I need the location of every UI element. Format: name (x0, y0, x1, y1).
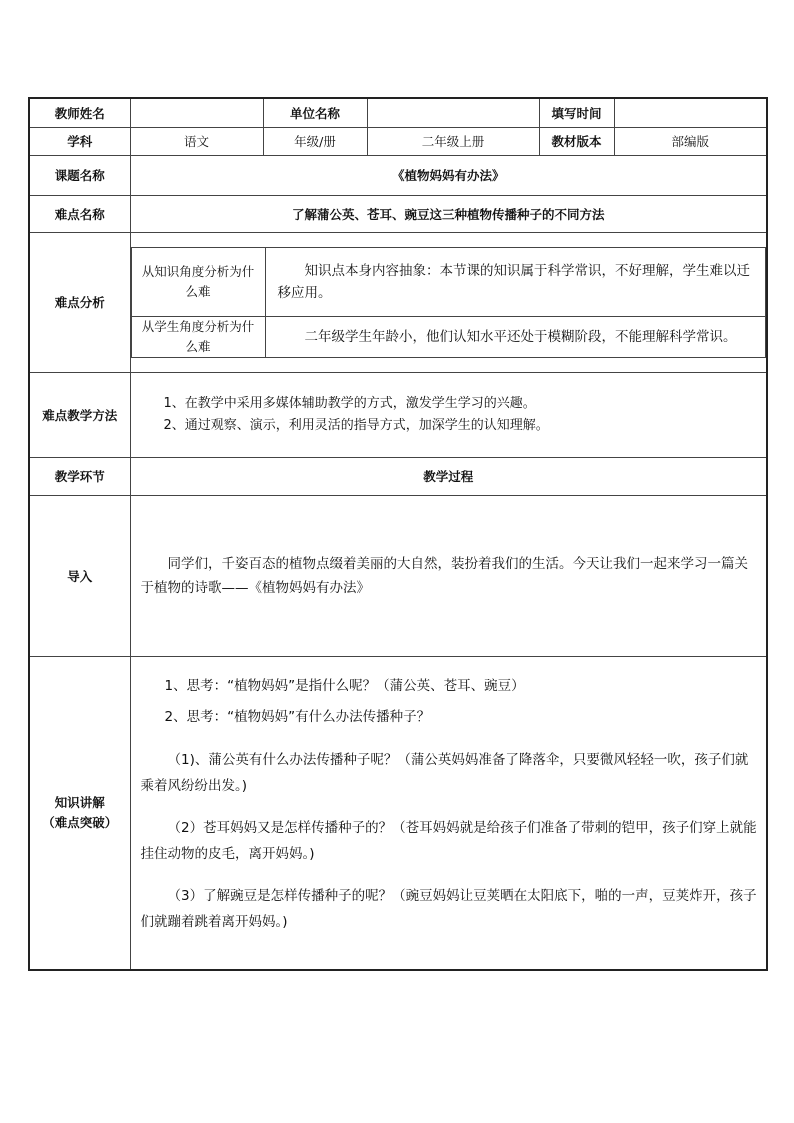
lesson-title-label: 课题名称 (29, 155, 130, 195)
difficulty-name-value: 了解蒲公英、苍耳、豌豆这三种植物传播种子的不同方法 (130, 195, 767, 232)
subject-value: 语文 (130, 127, 263, 155)
knowledge-label: 知识讲解 (54, 794, 105, 810)
subject-label: 学科 (29, 127, 130, 155)
lesson-plan-table (28, 97, 768, 971)
method-row (29, 372, 767, 457)
knowledge-cell (130, 656, 767, 970)
sub-question-3: （3）了解豌豆是怎样传播种子的呢？（豌豆妈妈让豆荚晒在太阳底下，啪的一声，豆荚炸开，孩子们就蹦着跳着离开妈妈。) (140, 887, 757, 930)
student-angle-text: 二年级学生年龄小，他们认知水平还处于模糊阶段，不能理解科学常识。 (265, 316, 766, 357)
knowledge-sublabel: （难点突破） (42, 814, 118, 830)
intro-text: 同学们，千姿百态的植物点缀着美丽的大自然，装扮着我们的生活。今天让我们一起来学习一篇关于植物的诗歌——《植物妈妈有办法》 (140, 555, 748, 596)
header-row (29, 98, 767, 127)
intro-label: 导入 (29, 495, 130, 656)
unit-name-field[interactable] (367, 98, 539, 127)
method-item-2: 2、通过观察、演示，利用灵活的指导方式，加深学生的认知理解。 (163, 417, 549, 433)
question-1: 1、思考：“植物妈妈”是指什么呢？（蒲公英、苍耳、豌豆） (164, 677, 525, 694)
method-item-1: 1、在教学中采用多媒体辅助教学的方式，激发学生学习的兴趣。 (163, 395, 536, 411)
fill-date-label: 填写时间 (539, 98, 614, 127)
intro-cell (130, 495, 767, 656)
title-row (29, 155, 767, 195)
knowledge-angle-text: 知识点本身内容抽象：本节课的知识属于科学常识，不好理解，学生难以迁移应用。 (265, 247, 766, 316)
difficulty-row (29, 195, 767, 232)
sub-question-2: （2）苍耳妈妈又是怎样传播种子的？（苍耳妈妈就是给孩子们准备了带刺的铠甲，孩子们穿上就能挂住动物的皮毛，离开妈妈。) (140, 819, 757, 862)
process-header-row (29, 457, 767, 495)
analysis-row (29, 232, 767, 372)
edition-value: 部编版 (614, 127, 767, 155)
knowledge-angle-label: 从知识角度分析为什么难 (131, 247, 265, 316)
grade-value: 二年级上册 (367, 127, 539, 155)
question-2: 2、思考：“植物妈妈”有什么办法传播种子？ (164, 708, 431, 725)
sub-question-1: （1)、蒲公英有什么办法传播种子呢？（蒲公英妈妈准备了降落伞，只要微风轻轻一吹，孩子们就乘着风纷纷出发。) (140, 751, 749, 794)
knowledge-row (29, 656, 767, 970)
teacher-name-label: 教师姓名 (29, 98, 130, 127)
analysis-cell (130, 232, 767, 372)
teacher-name-field[interactable] (130, 98, 263, 127)
teaching-method-label: 难点教学方法 (29, 372, 130, 457)
info-row (29, 127, 767, 155)
teaching-phase-label: 教学环节 (29, 457, 130, 495)
difficulty-analysis-label: 难点分析 (29, 232, 130, 372)
teaching-process-label: 教学过程 (130, 457, 767, 495)
unit-name-label: 单位名称 (263, 98, 367, 127)
knowledge-label-cell (29, 656, 130, 970)
edition-label: 教材版本 (539, 127, 614, 155)
difficulty-name-label: 难点名称 (29, 195, 130, 232)
fill-date-field[interactable] (614, 98, 767, 127)
student-angle-label: 从学生角度分析为什么难 (131, 316, 265, 357)
analysis-subtable (131, 247, 767, 358)
grade-label: 年级/册 (263, 127, 367, 155)
lesson-plan-sheet (28, 97, 766, 971)
intro-row (29, 495, 767, 656)
lesson-title-value: 《植物妈妈有办法》 (130, 155, 767, 195)
teaching-method-cell (130, 372, 767, 457)
